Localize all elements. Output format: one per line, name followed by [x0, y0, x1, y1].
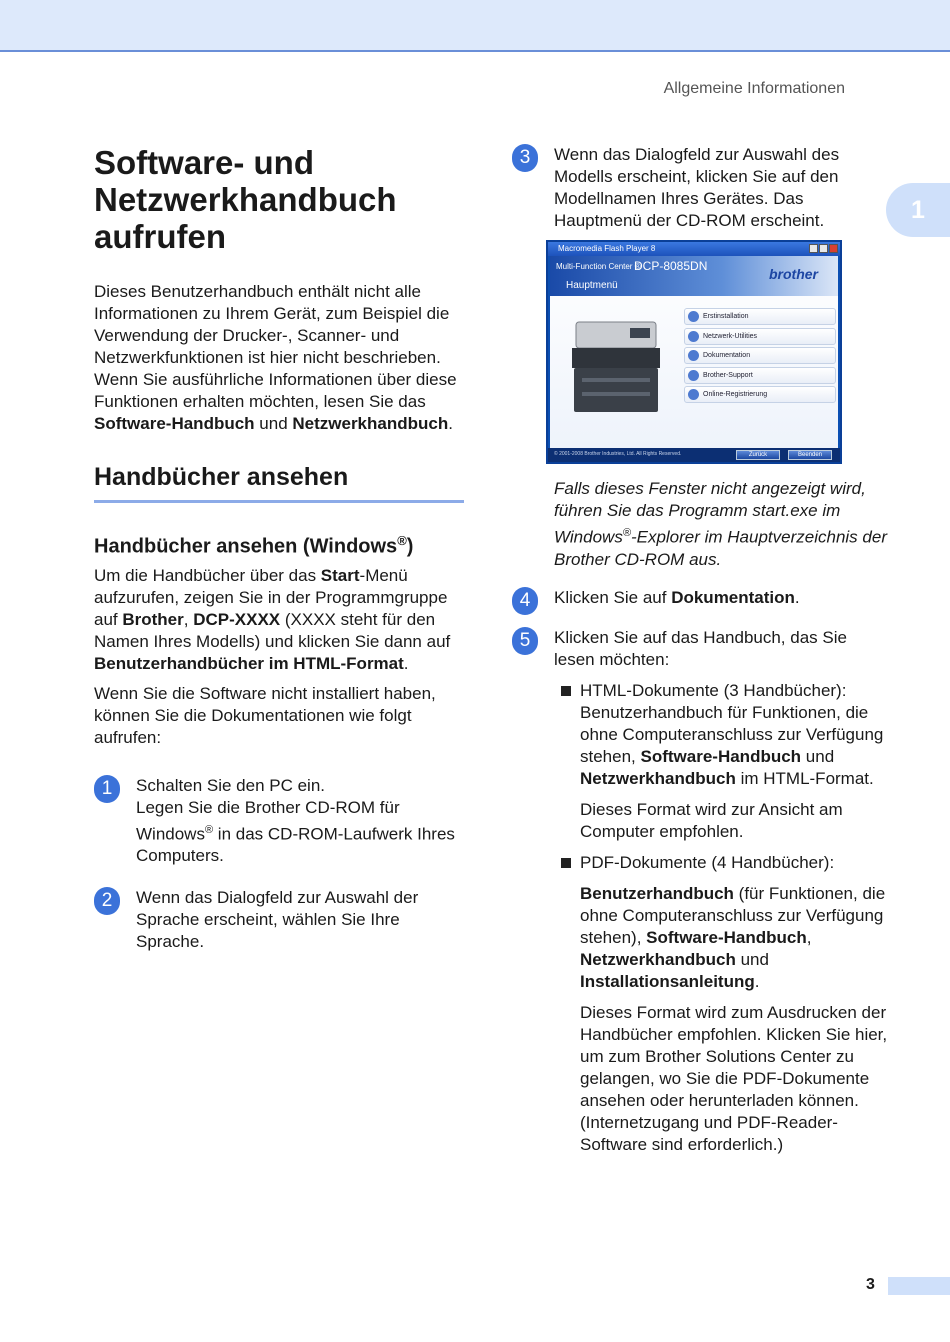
bold-brother: Brother — [122, 609, 184, 629]
install-icon — [688, 311, 699, 322]
bold-netzwerkhandbuch: Netzwerkhandbuch — [580, 768, 736, 788]
intro-text: und — [254, 414, 293, 433]
menu-item-label: Online-Registrierung — [703, 391, 768, 398]
page-number: 3 — [866, 1276, 875, 1293]
para-text: Um die Handbücher über das — [94, 565, 321, 585]
subsection-text: ) — [406, 535, 414, 558]
menu-item-label: Netzwerk-Utilities — [703, 332, 758, 340]
window-title: Macromedia Flash Player 8 — [558, 244, 656, 253]
screenshot-body — [550, 256, 838, 448]
document-icon — [688, 350, 699, 361]
network-icon — [688, 331, 699, 342]
step-number-badge: 3 — [512, 144, 538, 172]
bold-html-format: Benutzerhandbücher im HTML-Format — [94, 653, 404, 673]
sub-text: , — [806, 927, 812, 947]
menu-item-online-registrierung[interactable] — [684, 386, 836, 403]
bullet-square-icon — [561, 686, 571, 696]
step-number-badge: 1 — [94, 775, 120, 803]
bullet-text: im HTML-Format. — [735, 768, 874, 788]
model-label: DCP-8085DN — [634, 259, 708, 273]
step-text-part: . — [794, 587, 800, 607]
bold-software-handbuch: Software-Handbuch — [646, 927, 807, 947]
intro-bold-network: Netzwerkhandbuch — [292, 414, 449, 433]
no-software-paragraph: Wenn Sie die Software nicht installiert haben, können Sie die Dokumentationen wie folgt aufrufen: — [94, 683, 436, 747]
bullet-square-icon — [561, 858, 571, 868]
step-text-part: Legen Sie die Brother CD-ROM für Windows — [136, 797, 400, 844]
exit-button[interactable]: Beenden — [788, 450, 832, 460]
step-1 — [94, 775, 464, 868]
step-2 — [94, 887, 464, 953]
sub-text: und — [735, 949, 769, 969]
close-icon — [829, 244, 838, 253]
note-text: -Explorer im Hauptverzeichnis der Brother CD-ROM aus. — [554, 527, 887, 569]
sub-text: (für Funktionen, die ohne Computeranschluss zur Verfügung stehen), — [580, 883, 886, 947]
step-number-badge: 5 — [512, 627, 538, 655]
registered-mark: ® — [397, 533, 407, 548]
chapter-tab: 1 — [886, 183, 950, 237]
para-text: . — [403, 653, 409, 673]
step-number-badge: 4 — [512, 587, 538, 615]
step-text — [136, 797, 464, 868]
intro-text: . — [448, 414, 453, 433]
support-icon — [688, 370, 699, 381]
registered-mark: ® — [204, 823, 214, 836]
maximize-icon — [819, 244, 828, 253]
bold-benutzerhandbuch: Benutzerhandbuch — [580, 883, 734, 903]
subsection-heading — [94, 533, 464, 559]
menu-item-netzwerk-utilities[interactable] — [684, 328, 836, 345]
main-menu-label: Hauptmenü — [566, 280, 618, 291]
step-text-part: in das CD-ROM-Laufwerk Ihres Computers. — [136, 824, 455, 866]
section-heading: Handbücher ansehen — [94, 463, 464, 503]
screenshot-header — [550, 256, 838, 296]
menu-items — [684, 308, 836, 406]
window-controls — [809, 244, 838, 253]
menu-item-label: Dokumentation — [703, 352, 751, 359]
registered-mark: ® — [622, 527, 631, 539]
screenshot-titlebar — [548, 242, 840, 256]
bold-installationsanleitung: Installationsanleitung — [580, 971, 755, 991]
copyright-text: © 2001-2008 Brother Industries, Ltd. All Rights Reserved. — [554, 451, 682, 457]
step-number-badge: 2 — [94, 887, 120, 915]
para-text: (XXXX steht für den Namen Ihres Modells) und klicken Sie dann auf — [94, 609, 451, 651]
menu-item-label: Erstinstallation — [703, 313, 749, 320]
intro-bold-software: Software-Handbuch — [94, 414, 255, 433]
intro-paragraph — [94, 281, 464, 435]
step-4 — [512, 587, 892, 609]
page-number-tab — [888, 1277, 950, 1295]
minimize-icon — [809, 244, 818, 253]
back-button[interactable]: Zurück — [736, 450, 780, 460]
bold-netzwerkhandbuch: Netzwerkhandbuch — [580, 949, 736, 969]
menu-item-brother-support[interactable] — [684, 367, 836, 384]
pdf-recommendation: Dieses Format wird zum Ausdrucken der Handbücher empfohlen. Klicken Sie hier, um zum Brother Solutions Center zu gelangen, wo Sie die PDF-Dokumente ansehen oder herunterladen können. (Internetzugang und PDF-Reader-Software sind erforderlich.) — [580, 1002, 888, 1154]
step-text-part: Klicken Sie auf — [554, 587, 672, 607]
bullet-pdf-documents — [512, 852, 892, 874]
left-column — [94, 144, 464, 969]
bold-dokumentation: Dokumentation — [671, 587, 795, 607]
screenshot-footer — [548, 448, 840, 462]
para-text: -Menü aufzurufen, zeigen Sie in der Programmgruppe auf — [94, 565, 448, 629]
pdf-manual-list — [512, 883, 892, 993]
step-text: Schalten Sie den PC ein. — [136, 775, 326, 795]
step-text — [554, 587, 892, 609]
start-menu-paragraph — [94, 565, 464, 675]
step-5 — [512, 627, 892, 671]
cdrom-menu-screenshot — [546, 240, 842, 464]
running-head: Allgemeine Informationen — [663, 80, 845, 97]
series-label: Multi-Function Center ® — [556, 262, 641, 271]
step-text: Wenn das Dialogfeld zur Auswahl der Sprache erscheint, wählen Sie Ihre Sprache. — [136, 888, 419, 952]
para-text: , — [183, 609, 194, 629]
step-3 — [512, 144, 892, 232]
step-text: Wenn das Dialogfeld zur Auswahl des Modells erscheint, klicken Sie auf den Modellnamen Ihres Gerätes. Das Hauptmenü der CD-ROM erscheint. — [554, 145, 840, 230]
printer-icon — [568, 316, 664, 416]
right-column — [512, 144, 892, 1165]
bullet-text: PDF-Dokumente (4 Handbücher): — [580, 852, 835, 872]
menu-item-erstinstallation[interactable] — [684, 308, 836, 325]
bullet-text: und — [801, 746, 835, 766]
menu-item-dokumentation[interactable] — [684, 347, 836, 364]
menu-item-label: Brother-Support — [703, 371, 753, 379]
bold-model: DCP-XXXX — [193, 609, 281, 629]
italic-note — [512, 478, 892, 571]
sub-text: . — [754, 971, 760, 991]
brother-logo: brother — [769, 266, 818, 282]
bold-software-handbuch: Software-Handbuch — [640, 746, 802, 766]
page-title: Software- und Netzwerkhandbuch aufrufen — [94, 144, 397, 255]
step-text: Klicken Sie auf das Handbuch, das Sie lesen möchten: — [554, 627, 847, 669]
globe-icon — [688, 389, 699, 400]
html-recommendation: Dieses Format wird zur Ansicht am Computer empfohlen. — [580, 799, 843, 841]
bullet-text: HTML-Dokumente (3 Handbücher): Benutzerhandbuch für Funktionen, die ohne Computeranschluss zur Verfügung stehen, — [580, 680, 884, 766]
subsection-text: Handbücher ansehen (Windows — [94, 535, 398, 558]
note-text: Falls dieses Fenster nicht angezeigt wird, führen Sie das Programm start.exe im Windows — [554, 479, 866, 547]
intro-text: Dieses Benutzerhandbuch enthält nicht alle Informationen zu Ihrem Gerät, zum Beispiel die Verwendung der Drucker-, Scanner- und Netzwerkfunktionen ist hier nicht beschrieben. Wenn Sie ausführliche Informationen über diese Funktionen erhalten möchten, lesen Sie das — [94, 282, 457, 411]
bullet-html-documents — [512, 680, 892, 790]
bold-start: Start — [320, 565, 360, 585]
top-banner — [0, 0, 950, 52]
